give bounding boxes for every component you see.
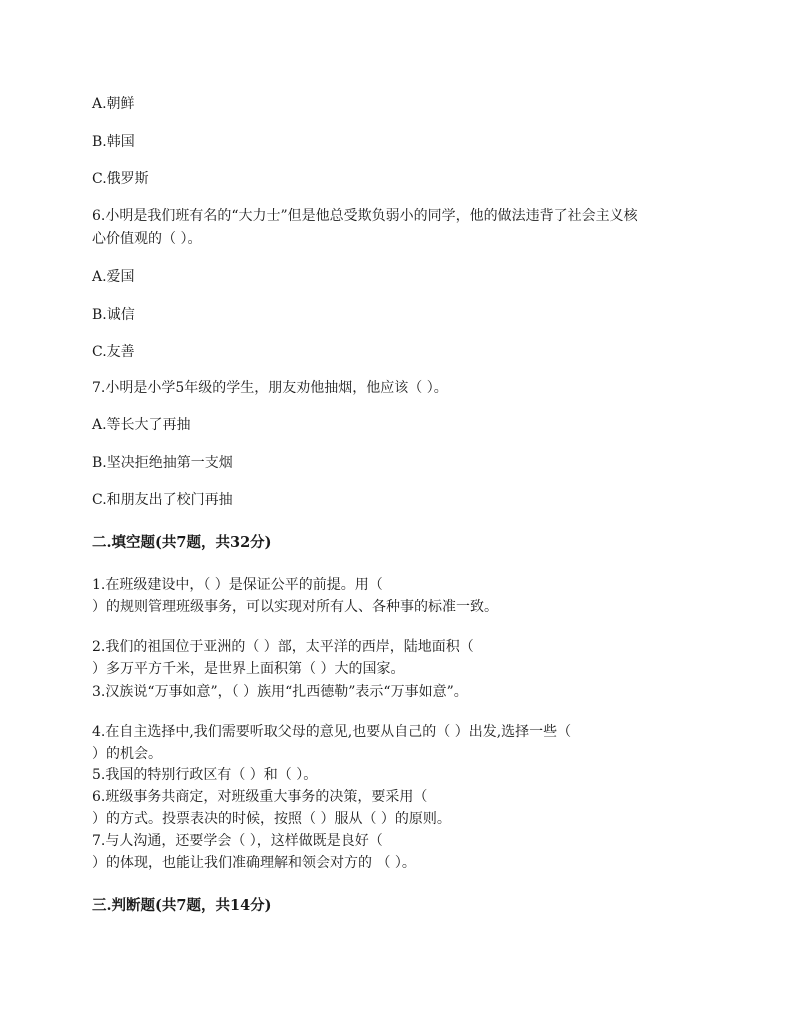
q6-stem-line1: 6.小明是我们班有名的“大力士”但是他总受欺负弱小的同学，他的做法违背了社会主义核 <box>92 208 638 224</box>
section2-heading: 二.填空题(共7题，共32分) <box>92 534 272 551</box>
fill-q1-line2: ）的规则管理班级事务，可以实现对所有人、各种事的标准一致。 <box>92 599 498 615</box>
section3-heading: 三.判断题(共7题，共14分) <box>92 897 272 914</box>
fill-q4-line1: 4.在自主选择中,我们需要听取父母的意见,也要从自己的（ ）出发,选择一些（ <box>92 724 572 740</box>
q5-option-a: A.朝鲜 <box>92 96 135 112</box>
fill-q4-line2: ）的机会。 <box>92 746 162 762</box>
q7-option-a: A.等长大了再抽 <box>92 417 191 433</box>
fill-q6-line2: ）的方式。投票表决的时候，按照（ ）服从（ ）的原则。 <box>92 811 451 827</box>
q5-option-b: B.韩国 <box>92 134 135 150</box>
fill-q7-line2: ）的体现，也能让我们准确理解和领会对方的 （ ）。 <box>92 855 416 871</box>
q7-option-b: B.坚决拒绝抽第一支烟 <box>92 455 233 471</box>
fill-q7-line1: 7.与人沟通，还要学会（ ），这样做既是良好（ <box>92 833 383 849</box>
fill-q1-line1: 1.在班级建设中，（ ）是保证公平的前提。用（ <box>92 577 383 593</box>
fill-q2-line2: ）多万平方千米，是世界上面积第（ ）大的国家。 <box>92 661 405 677</box>
q7-stem: 7.小明是小学5年级的学生，朋友劝他抽烟，他应该（ ）。 <box>92 380 448 396</box>
q6-option-c: C.友善 <box>92 344 135 360</box>
fill-q2-line1: 2.我们的祖国位于亚洲的（ ）部，太平洋的西岸，陆地面积（ <box>92 639 474 655</box>
fill-q5: 5.我国的特别行政区有（ ）和（ ）。 <box>92 767 318 783</box>
q6-option-a: A.爱国 <box>92 269 135 285</box>
q6-option-b: B.诚信 <box>92 307 135 323</box>
q6-stem-line2: 心价值观的（ ）。 <box>92 231 202 247</box>
fill-q6-line1: 6.班级事务共商定，对班级重大事务的决策，要采用（ <box>92 789 428 805</box>
q7-option-c: C.和朋友出了校门再抽 <box>92 492 233 508</box>
fill-q3: 3.汉族说“万事如意”，（ ）族用“扎西德勒”表示“万事如意”。 <box>92 684 468 700</box>
q5-option-c: C.俄罗斯 <box>92 171 149 187</box>
